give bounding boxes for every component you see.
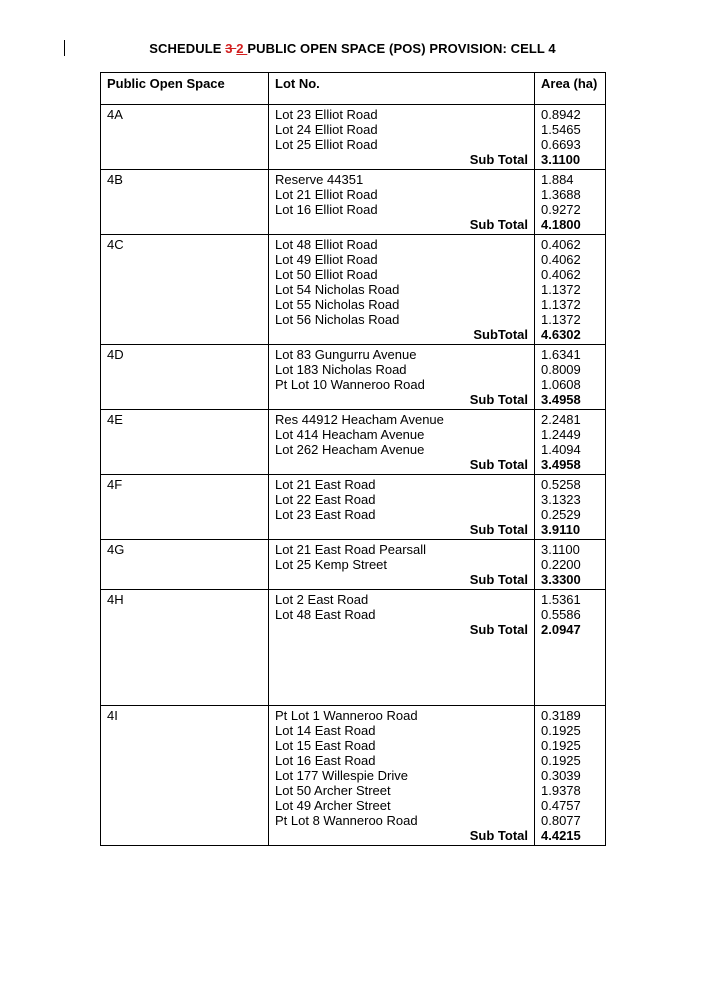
lot-name: Lot 2 East Road	[275, 592, 369, 607]
area-list-cell	[535, 590, 606, 706]
subtotal-label: Sub Total	[469, 522, 528, 537]
lot-name: Reserve 44351	[275, 172, 364, 187]
pos-id-cell: 4H	[101, 590, 269, 706]
lot-list-cell	[269, 590, 535, 706]
area-value: 0.5586	[541, 607, 581, 622]
pos-id-cell: 4G	[101, 540, 269, 590]
area-value: 2.2481	[541, 412, 581, 427]
area-value: 0.1925	[541, 753, 581, 768]
pos-id-cell: 4A	[101, 105, 269, 170]
lot-name: Lot 21 Elliot Road	[275, 187, 378, 202]
lot-name: Lot 83 Gungurru Avenue	[275, 347, 417, 362]
pos-table	[100, 72, 606, 846]
lot-list-cell	[269, 540, 535, 590]
lot-name: Lot 21 East Road Pearsall	[275, 542, 427, 557]
area-value: 1.9378	[541, 783, 581, 798]
lot-list-cell	[269, 235, 535, 345]
area-list-cell	[535, 345, 606, 410]
table-row	[101, 590, 606, 706]
schedule-title	[0, 41, 705, 56]
table-row	[101, 170, 606, 235]
area-value: 0.1925	[541, 723, 581, 738]
area-value: 1.5361	[541, 592, 581, 607]
subtotal-label: Sub Total	[469, 457, 528, 472]
subtotal-label: Sub Total	[469, 572, 528, 587]
lot-name: Pt Lot 1 Wanneroo Road	[275, 708, 418, 723]
subtotal-value: 4.4215	[541, 828, 581, 843]
table-row	[101, 105, 606, 170]
subtotal-value: 3.4958	[541, 457, 581, 472]
area-value: 0.1925	[541, 738, 581, 753]
pos-id-cell: 4D	[101, 345, 269, 410]
subtotal-value: 3.9110	[541, 522, 581, 537]
area-value: 3.1100	[541, 542, 580, 557]
subtotal-label: SubTotal	[473, 327, 528, 342]
area-value: 0.8077	[541, 813, 581, 828]
lot-name: Lot 21 East Road	[275, 477, 376, 492]
lot-name: Lot 25 Elliot Road	[275, 137, 378, 152]
area-value: 0.4062	[541, 267, 581, 282]
lot-name: Lot 48 Elliot Road	[275, 237, 378, 252]
area-list-cell	[535, 410, 606, 475]
area-value: 1.3688	[541, 187, 581, 202]
lot-list-cell	[269, 706, 535, 846]
title-inserted-number: 2	[236, 41, 248, 56]
title-prefix: SCHEDULE	[149, 41, 226, 56]
area-value: 0.3039	[541, 768, 581, 783]
lot-name: Lot 22 East Road	[275, 492, 376, 507]
table-row	[101, 475, 606, 540]
title-deleted-number: 3	[225, 41, 237, 56]
area-value: 0.3189	[541, 708, 581, 723]
area-value: 1.884	[541, 172, 574, 187]
subtotal-label: Sub Total	[469, 152, 528, 167]
lot-name: Lot 183 Nicholas Road	[275, 362, 407, 377]
lot-name: Lot 23 East Road	[275, 507, 376, 522]
lot-name: Lot 49 Archer Street	[275, 798, 391, 813]
lot-list-cell	[269, 345, 535, 410]
lot-name: Lot 24 Elliot Road	[275, 122, 378, 137]
table-row	[101, 706, 606, 846]
lot-name: Pt Lot 10 Wanneroo Road	[275, 377, 425, 392]
subtotal-value: 3.3300	[541, 572, 581, 587]
lot-name: Lot 56 Nicholas Road	[275, 312, 400, 327]
area-list-cell	[535, 105, 606, 170]
area-value: 1.1372	[541, 312, 581, 327]
lot-name: Lot 48 East Road	[275, 607, 376, 622]
area-value: 1.5465	[541, 122, 581, 137]
lot-name: Lot 55 Nicholas Road	[275, 297, 400, 312]
area-list-cell	[535, 475, 606, 540]
table-row	[101, 345, 606, 410]
area-value: 0.9272	[541, 202, 581, 217]
subtotal-label: Sub Total	[469, 217, 528, 232]
subtotal-value: 2.0947	[541, 622, 581, 637]
lot-list-cell	[269, 475, 535, 540]
lot-name: Lot 262 Heacham Avenue	[275, 442, 425, 457]
subtotal-value: 4.6302	[541, 327, 581, 342]
area-value: 0.6693	[541, 137, 581, 152]
lot-name: Pt Lot 8 Wanneroo Road	[275, 813, 418, 828]
pos-id-cell: 4E	[101, 410, 269, 475]
area-value: 0.8009	[541, 362, 581, 377]
area-value: 0.8942	[541, 107, 581, 122]
header-public-open-space: Public Open Space	[101, 73, 269, 105]
subtotal-value: 3.1100	[541, 152, 581, 167]
area-value: 1.4094	[541, 442, 581, 457]
area-value: 1.2449	[541, 427, 581, 442]
area-value: 0.2200	[541, 557, 581, 572]
lot-name: Lot 15 East Road	[275, 738, 376, 753]
lot-name: Lot 49 Elliot Road	[275, 252, 378, 267]
lot-list-cell	[269, 170, 535, 235]
area-list-cell	[535, 170, 606, 235]
area-value: 1.0608	[541, 377, 581, 392]
title-text: PUBLIC OPEN SPACE (POS) PROVISION: CELL 4	[247, 41, 556, 56]
area-list-cell	[535, 706, 606, 846]
table-row	[101, 410, 606, 475]
lot-name: Lot 16 Elliot Road	[275, 202, 378, 217]
lot-name: Lot 50 Archer Street	[275, 783, 391, 798]
table-row	[101, 235, 606, 345]
lot-name: Lot 414 Heacham Avenue	[275, 427, 425, 442]
subtotal-label: Sub Total	[469, 622, 528, 637]
lot-name: Lot 25 Kemp Street	[275, 557, 388, 572]
subtotal-value: 3.4958	[541, 392, 581, 407]
lot-list-cell	[269, 410, 535, 475]
lot-name: Lot 50 Elliot Road	[275, 267, 378, 282]
area-value: 3.1323	[541, 492, 581, 507]
area-value: 1.6341	[541, 347, 581, 362]
area-list-cell	[535, 540, 606, 590]
subtotal-label: Sub Total	[469, 392, 528, 407]
table-header-row	[101, 73, 606, 105]
area-value: 0.4062	[541, 252, 581, 267]
lot-list-cell	[269, 105, 535, 170]
pos-id-cell: 4I	[101, 706, 269, 846]
lot-name: Res 44912 Heacham Avenue	[275, 412, 444, 427]
area-value: 0.5258	[541, 477, 581, 492]
area-value: 0.2529	[541, 507, 581, 522]
subtotal-label: Sub Total	[469, 828, 528, 843]
header-area: Area (ha)	[535, 73, 606, 105]
header-lot-no: Lot No.	[269, 73, 535, 105]
lot-name: Lot 23 Elliot Road	[275, 107, 378, 122]
pos-id-cell: 4F	[101, 475, 269, 540]
lot-name: Lot 177 Willespie Drive	[275, 768, 408, 783]
area-value: 1.1372	[541, 282, 581, 297]
subtotal-value: 4.1800	[541, 217, 581, 232]
table-row	[101, 540, 606, 590]
lot-name: Lot 16 East Road	[275, 753, 376, 768]
area-value: 0.4062	[541, 237, 581, 252]
area-value: 0.4757	[541, 798, 581, 813]
area-list-cell	[535, 235, 606, 345]
pos-id-cell: 4B	[101, 170, 269, 235]
pos-id-cell: 4C	[101, 235, 269, 345]
lot-name: Lot 14 East Road	[275, 723, 376, 738]
area-value: 1.1372	[541, 297, 581, 312]
lot-name: Lot 54 Nicholas Road	[275, 282, 400, 297]
